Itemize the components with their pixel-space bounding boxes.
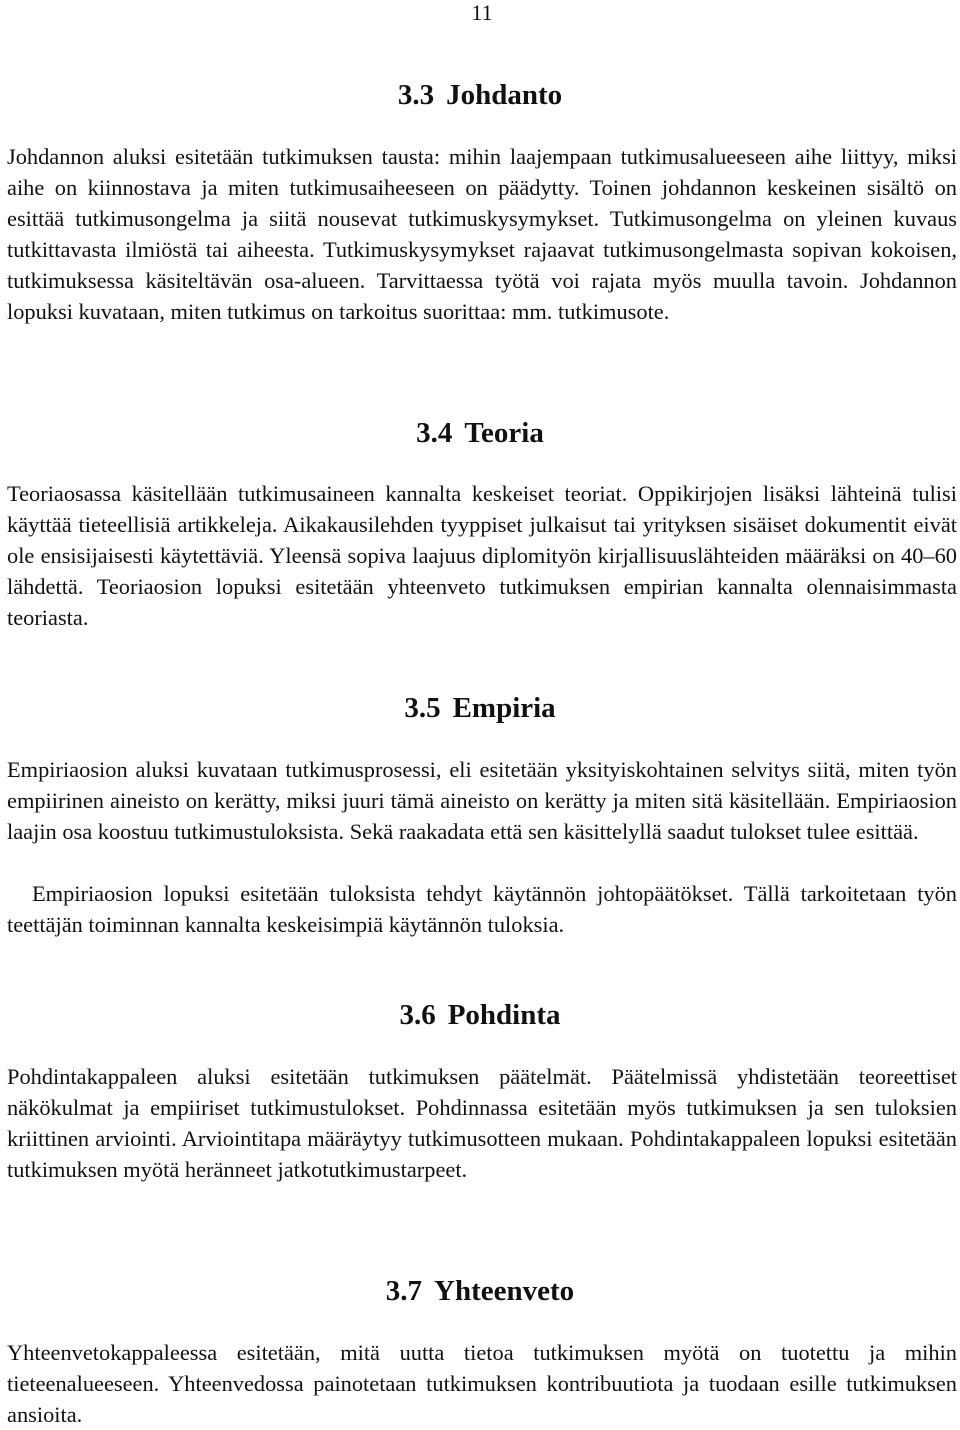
section-heading-pohdinta — [0, 998, 960, 1032]
section-title: Pohdinta — [447, 999, 561, 1031]
section-title: Teoria — [464, 417, 544, 449]
section-paragraph: Pohdintakappaleen aluksi esitetään tutkimuksen päätelmät. Päätelmissä yhdistetään teoreettiset näkökulmat ja empiiriset tutkimustulokset. Pohdinnassa esitetään myös tutkimuksen ja sen tuloksien kriittinen arviointi. Arviointitapa määräytyy tutkimusotteen mukaan. Pohdintakappaleen lopuksi esitetään tutkimuksen myötä heränneet jatkotutkimustarpeet. — [7, 1064, 957, 1182]
section-paragraph: Teoriaosassa käsitellään tutkimusaineen kannalta keskeiset teoriat. Oppikirjojen lisäksi lähteinä tulisi käyttää tieteellisiä artikkeleja. Aikakausilehden tyyppiset julkaisut tai yrityksen sisäiset dokumentit eivät ole ensisijaisesti käytettäviä. Yleensä sopiva laajuus diplomityön kirjallisuuslähteiden määräksi on 40–60 lähdettä. Teoriaosion lopuksi esitetään yhteenveto tutkimuksen empirian kannalta olennaisimmasta teoriasta. — [7, 481, 957, 630]
section-number: 3.3 — [397, 79, 435, 111]
section-title: Yhteenveto — [434, 1275, 575, 1307]
section-heading-johdanto — [0, 78, 960, 112]
section-number: 3.7 — [385, 1275, 423, 1307]
section-paragraph: Empiriaosion lopuksi esitetään tuloksista tehdyt käytännön johtopäätökset. Tällä tarkoitetaan työn teettäjän toiminnan kannalta keskeisimpiä käytännön tuloksia. — [7, 881, 957, 937]
section-paragraph: Johdannon aluksi esitetään tutkimuksen tausta: mihin laajempaan tutkimusalueeseen aihe liittyy, miksi aihe on kiinnostava ja miten tutkimusaiheeseen on päädytty. Toinen johdannon keskeinen sisältö on esittää tutkimusongelma ja siitä nousevat tutkimuskysymykset. Tutkimusongelma on yleinen kuvaus tutkittavasta ilmiöstä tai aiheesta. Tutkimuskysymykset rajaavat tutkimusongelmasta sopivan kokoisen, tutkimuksessa käsiteltävän osa-alueen. Tarvittaessa työtä voi rajata myös muulla tavoin. Johdannon lopuksi kuvataan, miten tutkimus on tarkoitus suorittaa: mm. tutkimusote. — [7, 144, 957, 324]
section-title: Empiria — [452, 692, 556, 724]
section-paragraph: Yhteenvetokappaleessa esitetään, mitä uutta tietoa tutkimuksen myötä on tuotettu ja mihin tieteenalueeseen. Yhteenvedossa painotetaan tutkimuksen kontribuutiota ja tuodaan esille tutkimuksen ansioita. — [7, 1340, 957, 1427]
section-heading-teoria — [0, 416, 960, 450]
section-title: Johdanto — [446, 79, 563, 111]
section-number: 3.4 — [416, 417, 453, 449]
section-paragraph: Empiriaosion aluksi kuvataan tutkimusprosessi, eli esitetään yksityiskohtainen selvitys siitä, miten työn empiirinen aineisto on kerätty, miksi juuri tämä aineisto on kerätty ja miten sitä käsitellään. Empiriaosion laajin osa koostuu tutkimustuloksista. Sekä raakadata että sen käsittelyllä saadut tulokset tulee esittää. — [7, 757, 957, 844]
page-number: 11 — [471, 0, 493, 25]
section-number: 3.5 — [404, 692, 441, 724]
section-number: 3.6 — [399, 999, 436, 1031]
section-heading-yhteenveto — [0, 1274, 960, 1308]
section-heading-empiria — [0, 691, 960, 725]
